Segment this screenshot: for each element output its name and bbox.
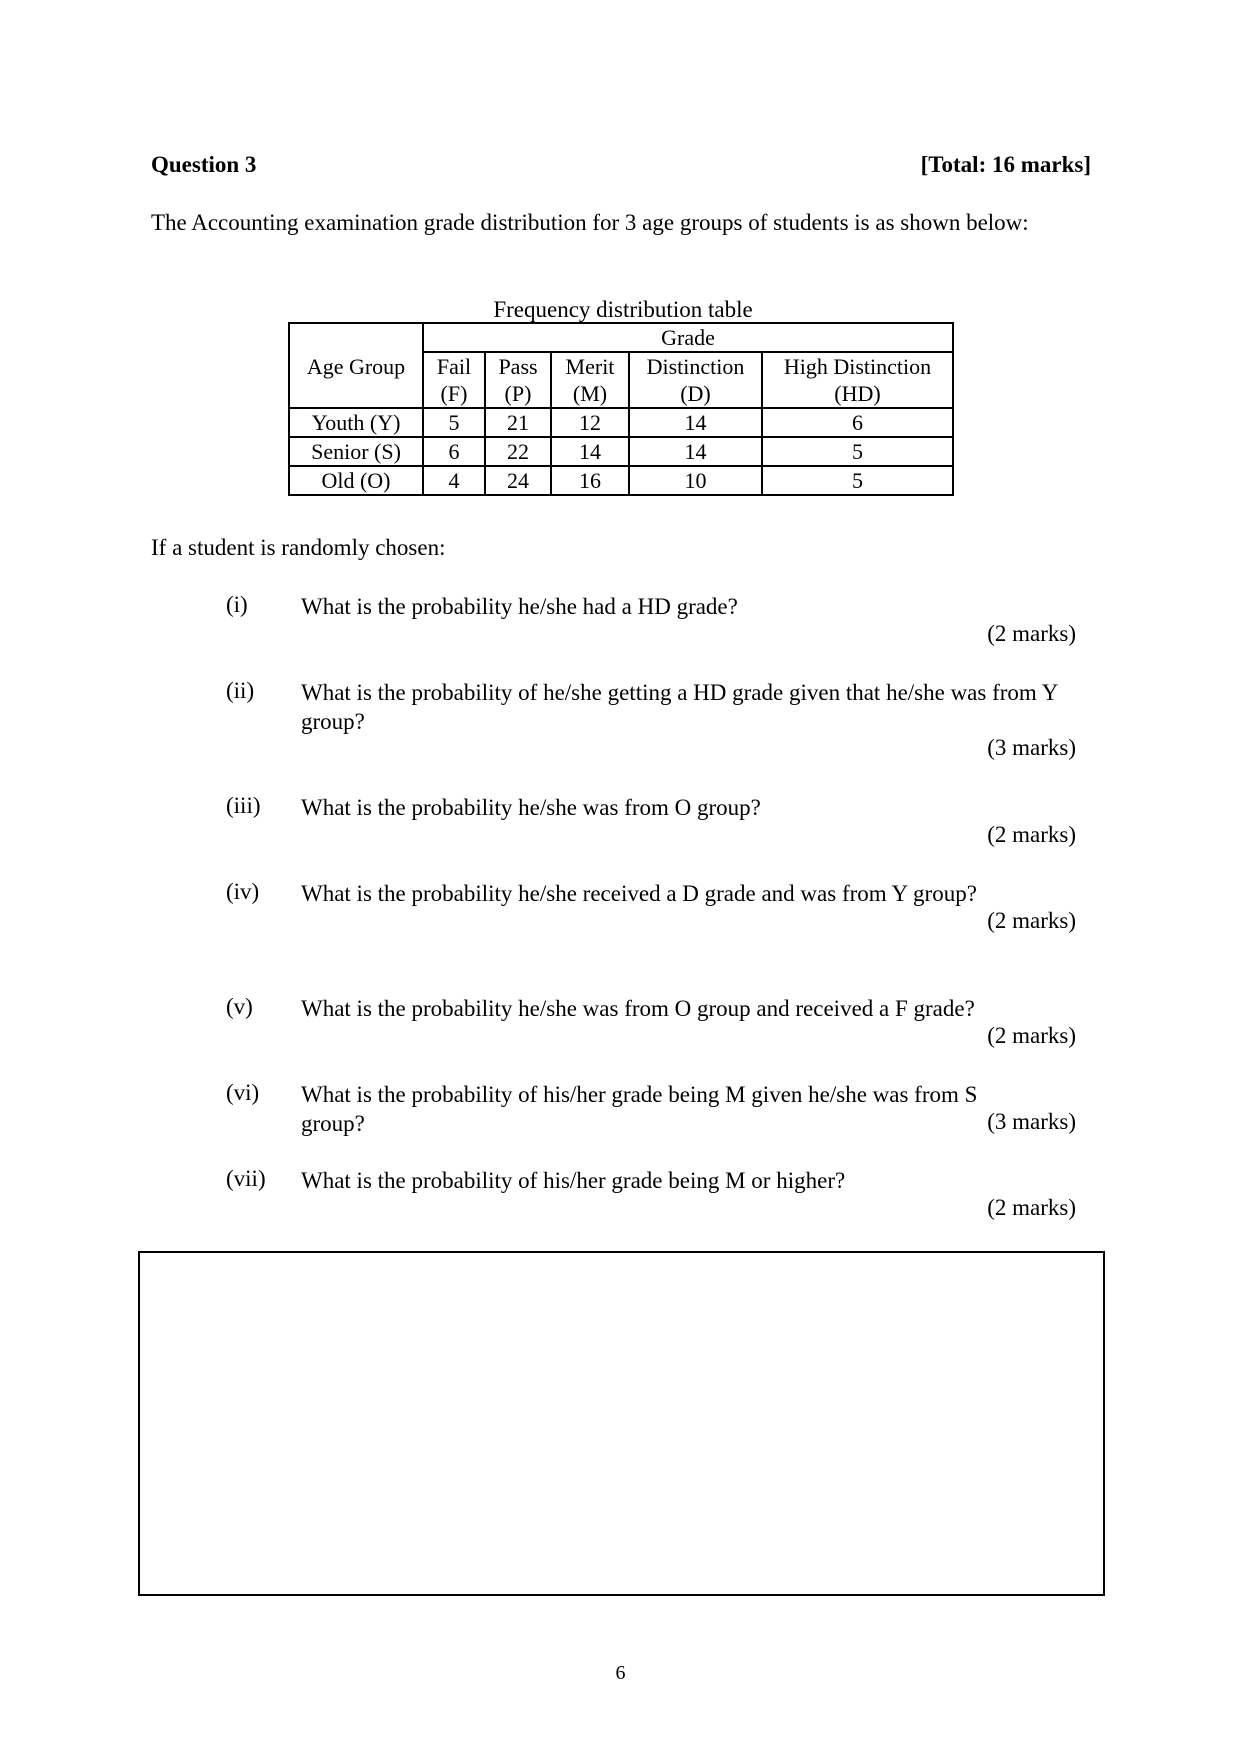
table-cell: 24 xyxy=(485,466,551,495)
table-header-row-abbr xyxy=(289,380,953,408)
column-abbr-pass: (P) xyxy=(485,380,551,408)
table-cell: 21 xyxy=(485,408,551,437)
column-abbr-high-distinction: (HD) xyxy=(762,380,953,408)
blank-header-cell xyxy=(289,323,423,352)
table-cell: 5 xyxy=(423,408,485,437)
question-number: (i) xyxy=(226,592,248,617)
question-marks: (2 marks) xyxy=(987,1195,1076,1220)
question-text: What is the probability of his/her grade being M or higher? xyxy=(301,1168,846,1193)
question-number: (ii) xyxy=(226,678,255,703)
table-cell: 14 xyxy=(629,408,762,437)
table-cell: 6 xyxy=(423,437,485,466)
question-text: What is the probability he/she received a D grade and was from Y group? xyxy=(301,881,977,906)
column-header-high-distinction: High Distinction xyxy=(762,352,953,380)
age-group-header: Age Group xyxy=(289,352,423,380)
table-cell: 5 xyxy=(762,466,953,495)
prompt-text: If a student is randomly chosen: xyxy=(151,535,446,560)
column-abbr-distinction: (D) xyxy=(629,380,762,408)
column-header-pass: Pass xyxy=(485,352,551,380)
blank-header-cell xyxy=(289,380,423,408)
question-title: Question 3 xyxy=(151,152,257,177)
total-marks: [Total: 16 marks] xyxy=(920,152,1091,177)
question-marks: (2 marks) xyxy=(987,908,1076,933)
answer-box[interactable] xyxy=(138,1251,1105,1596)
table-cell: 14 xyxy=(629,437,762,466)
table-cell: 5 xyxy=(762,437,953,466)
question-text: What is the probability of his/her grade being M given he/she was from S group? xyxy=(301,1082,978,1136)
question-marks: (2 marks) xyxy=(987,621,1076,646)
table-cell: 6 xyxy=(762,408,953,437)
question-text: What is the probability of he/she getting a HD grade given that he/she was from Y group? xyxy=(301,680,1058,734)
question-number: (vi) xyxy=(226,1080,260,1105)
intro-text: The Accounting examination grade distribution for 3 age groups of students is as shown below: xyxy=(151,210,1029,235)
question-marks: (3 marks) xyxy=(987,1109,1076,1134)
question-text: What is the probability he/she was from O group and received a F grade? xyxy=(301,996,975,1021)
question-number: (iv) xyxy=(226,879,260,904)
table-cell: 22 xyxy=(485,437,551,466)
table-cell: 16 xyxy=(551,466,629,495)
row-label: Senior (S) xyxy=(289,437,423,466)
question-marks: (3 marks) xyxy=(987,735,1076,760)
question-text: What is the probability he/she had a HD grade? xyxy=(301,594,738,619)
table-header-row-names xyxy=(289,352,953,380)
table-caption: Frequency distribution table xyxy=(493,297,753,322)
table-cell: 12 xyxy=(551,408,629,437)
table-row xyxy=(289,466,953,495)
grade-header: Grade xyxy=(423,323,953,352)
question-text: What is the probability he/she was from O group? xyxy=(301,795,761,820)
row-label: Old (O) xyxy=(289,466,423,495)
question-marks: (2 marks) xyxy=(987,822,1076,847)
column-header-distinction: Distinction xyxy=(629,352,762,380)
table-row xyxy=(289,408,953,437)
question-number: (vii) xyxy=(226,1166,266,1191)
table-cell: 14 xyxy=(551,437,629,466)
column-header-fail: Fail xyxy=(423,352,485,380)
table-cell: 4 xyxy=(423,466,485,495)
column-header-merit: Merit xyxy=(551,352,629,380)
table-header-row-grade xyxy=(289,323,953,352)
question-number: (iii) xyxy=(226,793,261,818)
table-cell: 10 xyxy=(629,466,762,495)
question-number: (v) xyxy=(226,994,253,1019)
page-number: 6 xyxy=(615,1662,626,1684)
frequency-table xyxy=(288,322,954,496)
column-abbr-fail: (F) xyxy=(423,380,485,408)
table-row xyxy=(289,437,953,466)
column-abbr-merit: (M) xyxy=(551,380,629,408)
question-marks: (2 marks) xyxy=(987,1023,1076,1048)
row-label: Youth (Y) xyxy=(289,408,423,437)
